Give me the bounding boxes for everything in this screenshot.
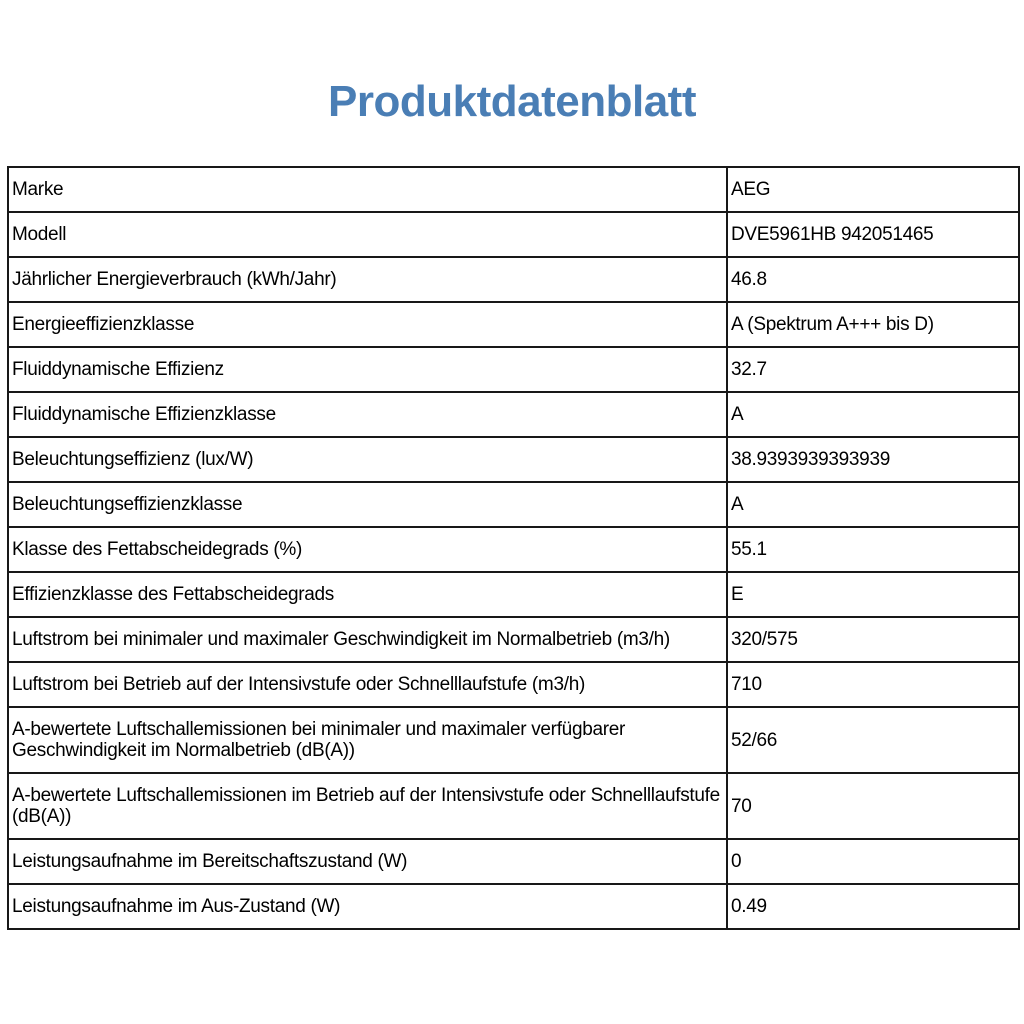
table-row — [8, 884, 1019, 929]
row-value: 32.7 — [727, 347, 1019, 392]
row-label: Fluiddynamische Effizienzklasse — [8, 392, 727, 437]
table-row — [8, 257, 1019, 302]
row-value: 0.49 — [727, 884, 1019, 929]
table-row — [8, 662, 1019, 707]
row-value: 46.8 — [727, 257, 1019, 302]
row-label: Jährlicher Energieverbrauch (kWh/Jahr) — [8, 257, 727, 302]
table-row — [8, 347, 1019, 392]
row-label: Effizienzklasse des Fettabscheidegrads — [8, 572, 727, 617]
row-label: A-bewertete Luftschallemissionen im Betrieb auf der Intensivstufe oder Schnelllaufstufe (dB(A)) — [8, 773, 727, 839]
row-value: A (Spektrum A+++ bis D) — [727, 302, 1019, 347]
row-label: Luftstrom bei Betrieb auf der Intensivstufe oder Schnelllaufstufe (m3/h) — [8, 662, 727, 707]
table-row — [8, 302, 1019, 347]
row-label: Leistungsaufnahme im Aus-Zustand (W) — [8, 884, 727, 929]
table-row — [8, 773, 1019, 839]
table-row — [8, 392, 1019, 437]
row-value: 320/575 — [727, 617, 1019, 662]
table-row — [8, 617, 1019, 662]
row-label: A-bewertete Luftschallemissionen bei minimaler und maximaler verfügbarer Geschwindigkeit im Normalbetrieb (dB(A)) — [8, 707, 727, 773]
row-value: E — [727, 572, 1019, 617]
row-value: AEG — [727, 167, 1019, 212]
table-row — [8, 437, 1019, 482]
table-row — [8, 167, 1019, 212]
row-label: Luftstrom bei minimaler und maximaler Geschwindigkeit im Normalbetrieb (m3/h) — [8, 617, 727, 662]
row-label: Beleuchtungseffizienz (lux/W) — [8, 437, 727, 482]
row-label: Klasse des Fettabscheidegrads (%) — [8, 527, 727, 572]
page-title: Produktdatenblatt — [328, 77, 696, 126]
table-row — [8, 572, 1019, 617]
row-value: 710 — [727, 662, 1019, 707]
row-label: Beleuchtungseffizienzklasse — [8, 482, 727, 527]
table-row — [8, 212, 1019, 257]
table-row — [8, 482, 1019, 527]
row-value: 38.9393939393939 — [727, 437, 1019, 482]
row-value: 70 — [727, 773, 1019, 839]
row-label: Modell — [8, 212, 727, 257]
row-value: 0 — [727, 839, 1019, 884]
row-value: 55.1 — [727, 527, 1019, 572]
row-value: A — [727, 482, 1019, 527]
row-label: Fluiddynamische Effizienz — [8, 347, 727, 392]
table-row — [8, 839, 1019, 884]
table-row — [8, 527, 1019, 572]
row-value: DVE5961HB 942051465 — [727, 212, 1019, 257]
row-label: Energieeffizienzklasse — [8, 302, 727, 347]
row-value: A — [727, 392, 1019, 437]
row-label: Leistungsaufnahme im Bereitschaftszustand (W) — [8, 839, 727, 884]
table-row — [8, 707, 1019, 773]
row-label: Marke — [8, 167, 727, 212]
product-datasheet-table — [7, 166, 1020, 930]
row-value: 52/66 — [727, 707, 1019, 773]
